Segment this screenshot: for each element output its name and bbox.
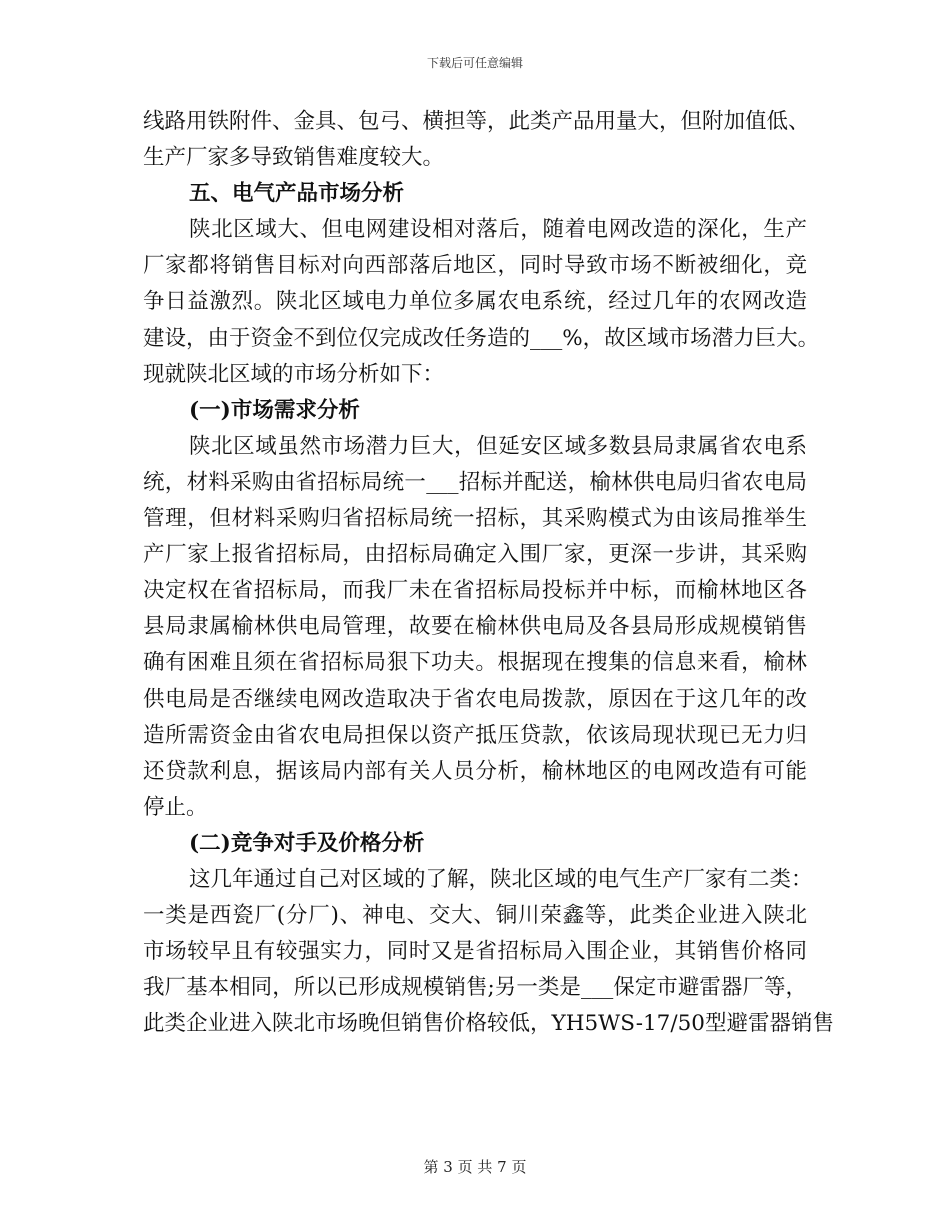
body-line: 陕北区域大、但电网建设相对落后，随着电网改造的深化，生产 bbox=[189, 217, 807, 243]
body-line: 管理，但材料采购归省招标局统一招标，其采购模式为由该局推举生 bbox=[143, 506, 807, 532]
body-line: 争日益激烈。陕北区域电力单位多属农电系统，经过几年的农网改造 bbox=[143, 289, 807, 315]
body-line: 陕北区域虽然市场潜力巨大，但延安区域多数县局隶属省农电系 bbox=[189, 433, 807, 459]
body-line: 此类企业进入陕北市场晚但销售价格较低，YH5WS-17/50型避雷器销售 bbox=[143, 1011, 834, 1037]
body-line: 厂家都将销售目标对向西部落后地区，同时导致市场不断被细化，竞 bbox=[143, 253, 807, 279]
body-line: 确有困难且须在省招标局狠下功夫。根据现在搜集的信息来看，榆林 bbox=[143, 650, 807, 676]
document-body bbox=[143, 104, 834, 1042]
body-line: 一类是西瓷厂(分厂)、神电、交大、铜川荣鑫等，此类企业进入陕北 bbox=[143, 903, 807, 929]
body-line: 建设，由于资金不到位仅完成改任务造的___%，故区域市场潜力巨大。 bbox=[143, 325, 820, 351]
body-line: 生产厂家多导致销售难度较大。 bbox=[143, 145, 445, 171]
body-line: 统，材料采购由省招标局统一___招标并配送，榆林供电局归省农电局 bbox=[143, 469, 807, 495]
body-line: 造所需资金由省农电局担保以资产抵压贷款，依该局现状现已无力归 bbox=[143, 722, 807, 748]
body-line: 产厂家上报省招标局，由招标局确定入围厂家，更深一步讲，其采购 bbox=[143, 542, 807, 568]
section-heading: 五、电气产品市场分析 bbox=[189, 181, 405, 207]
body-line: 市场较早且有较强实力，同时又是省招标局入围企业，其销售价格同 bbox=[143, 939, 807, 965]
body-line: 这几年通过自己对区域的了解，陕北区域的电气生产厂家有二类： bbox=[189, 866, 813, 892]
body-line: 现就陕北区域的市场分析如下： bbox=[143, 361, 445, 387]
body-line: 线路用铁附件、金具、包弓、横担等，此类产品用量大，但附加值低、 bbox=[143, 109, 810, 134]
body-line: 我厂基本相同，所以已形成规模销售;另一类是___保定市避雷器厂等， bbox=[143, 975, 807, 1001]
body-line: 县局隶属榆林供电局管理，故要在榆林供电局及各县局形成规模销售 bbox=[143, 614, 807, 640]
body-line: 供电局是否继续电网改造取决于省农电局拨款，原因在于这几年的改 bbox=[143, 686, 807, 712]
page-header: 下载后可任意编辑 bbox=[426, 56, 523, 70]
subsection-heading: (一)市场需求分析 bbox=[189, 397, 360, 423]
subsection-heading: (二)竞争对手及价格分析 bbox=[189, 830, 425, 856]
body-line: 停止。 bbox=[143, 794, 208, 820]
body-line: 决定权在省招标局，而我厂未在省招标局投标并中标，而榆林地区各 bbox=[143, 578, 807, 604]
page-footer: 第 3 页 共 7 页 bbox=[423, 1158, 527, 1176]
body-line: 还贷款利息，据该局内部有关人员分析，榆林地区的电网改造有可能 bbox=[143, 758, 807, 784]
